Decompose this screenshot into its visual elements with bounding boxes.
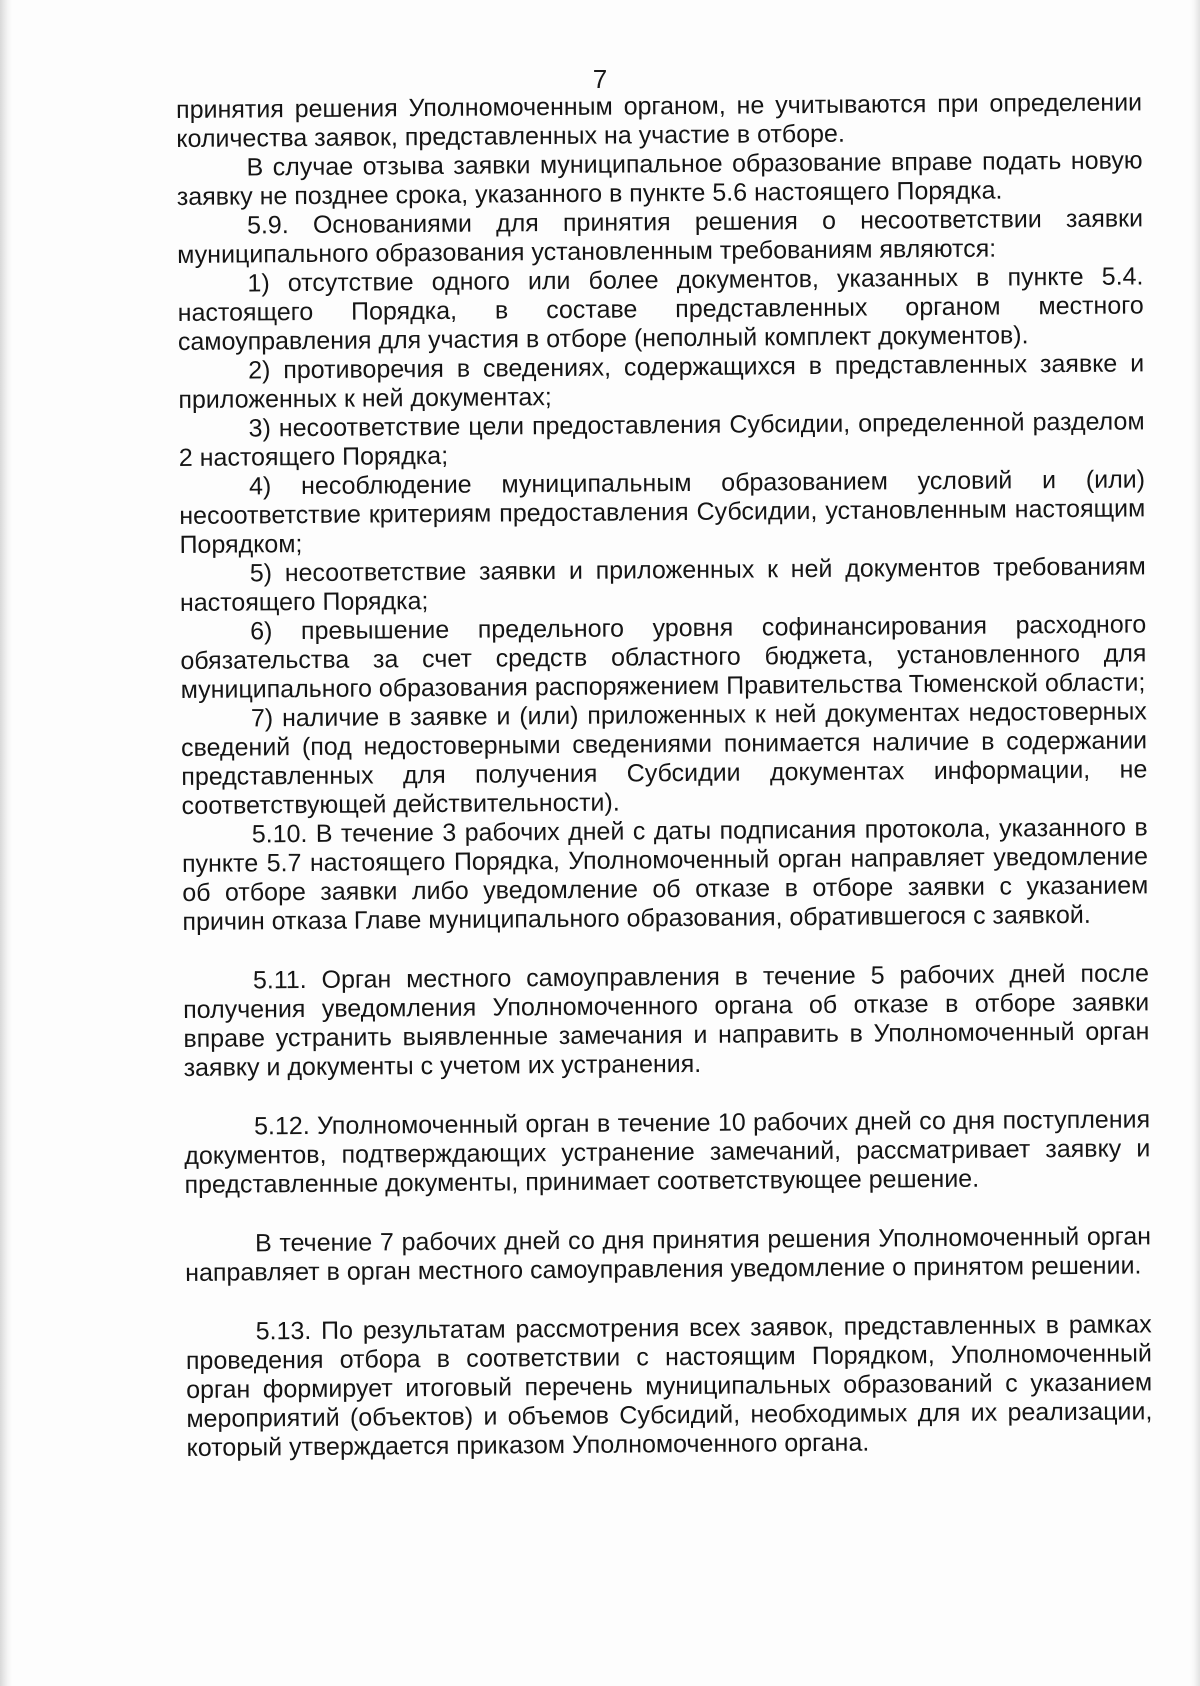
paragraph-5-12: 5.12. Уполномоченный орган в течение 10 рабочих дней со дня поступления документов, подтверждающих устранение замечаний, рассматривает заявку и представленные документы, принимает соответствующее решение. [184, 1105, 1151, 1199]
paragraph-5-13: 5.13. По результатам рассмотрения всех заявок, представленных в рамках проведения отбора в соответствии с настоящим Порядком, Уполномоченный орган формирует итоговый перечень муниципальных образований с указанием мероприятий (объектов) и объемов Субсидий, необходимых для их реализации, который утверждается приказом Уполномоченного органа. [185, 1310, 1153, 1462]
page-number: 7 [592, 64, 608, 94]
paragraph: принятия решения Уполномоченным органом, не учитываются при определении количества заявок, представленных на участие в отборе. [176, 88, 1143, 153]
list-item: 4) несоблюдение муниципальным образованием условий и (или) несоответствие критериям предоставления Субсидии, установленным настоящим Порядком; [179, 465, 1146, 559]
list-item: 3) несоответствие цели предоставления Субсидии, определенной разделом 2 настоящего Порядка; [178, 407, 1145, 472]
paragraph-5-9: 5.9. Основаниями для принятия решения о несоответствии заявки муниципального образования установленным требованиям являются: [177, 204, 1144, 269]
scan-edge-right [1190, 0, 1200, 1686]
document-body [176, 88, 1153, 1463]
paragraph: В случае отзыва заявки муниципальное образование вправе подать новую заявку не позднее срока, указанного в пункте 5.6 настоящего Порядка. [176, 146, 1143, 211]
list-item: 7) наличие в заявке и (или) приложенных к ней документах недостоверных сведений (под недостоверными сведениями понимается наличие в содержании представленных для получения Субсидии документах информации, не соответствующей действительности). [181, 697, 1148, 820]
list-item: 2) противоречия в сведениях, содержащихся в представленных заявке и приложенных к ней документах; [178, 349, 1145, 414]
list-item: 5) несоответствие заявки и приложенных к ней документов требованиям настоящего Порядка; [179, 552, 1146, 617]
paragraph-5-11: 5.11. Орган местного самоуправления в течение 5 рабочих дней после получения уведомления Уполномоченного органа об отказе в отборе заявки вправе устранить выявленные замечания и направить в Уполномоченный орган заявку и документы с учетом их устранения. [183, 959, 1150, 1082]
list-item: 6) превышение предельного уровня софинансирования расходного обязательства за счет средств областного бюджета, установленного для муниципального образования распоряжением Правительства Тюменской области; [180, 610, 1147, 704]
list-item: 1) отсутствие одного или более документов, указанных в пункте 5.4. настоящего Порядка, в составе представленных органом местного самоуправления для участия в отборе (неполный комплект документов). [177, 262, 1144, 356]
scan-edge-left [0, 0, 12, 1686]
paragraph-5-10: 5.10. В течение 3 рабочих дней с даты подписания протокола, указанного в пункте 5.7 настоящего Порядка, Уполномоченный орган направляет уведомление об отборе заявки либо уведомление об отказе в отборе заявки с указанием причин отказа Главе муниципального образования, обратившегося с заявкой. [181, 813, 1149, 936]
paragraph: В течение 7 рабочих дней со дня принятия решения Уполномоченный орган направляет в орган местного самоуправления уведомление о принятом решении. [185, 1222, 1152, 1287]
